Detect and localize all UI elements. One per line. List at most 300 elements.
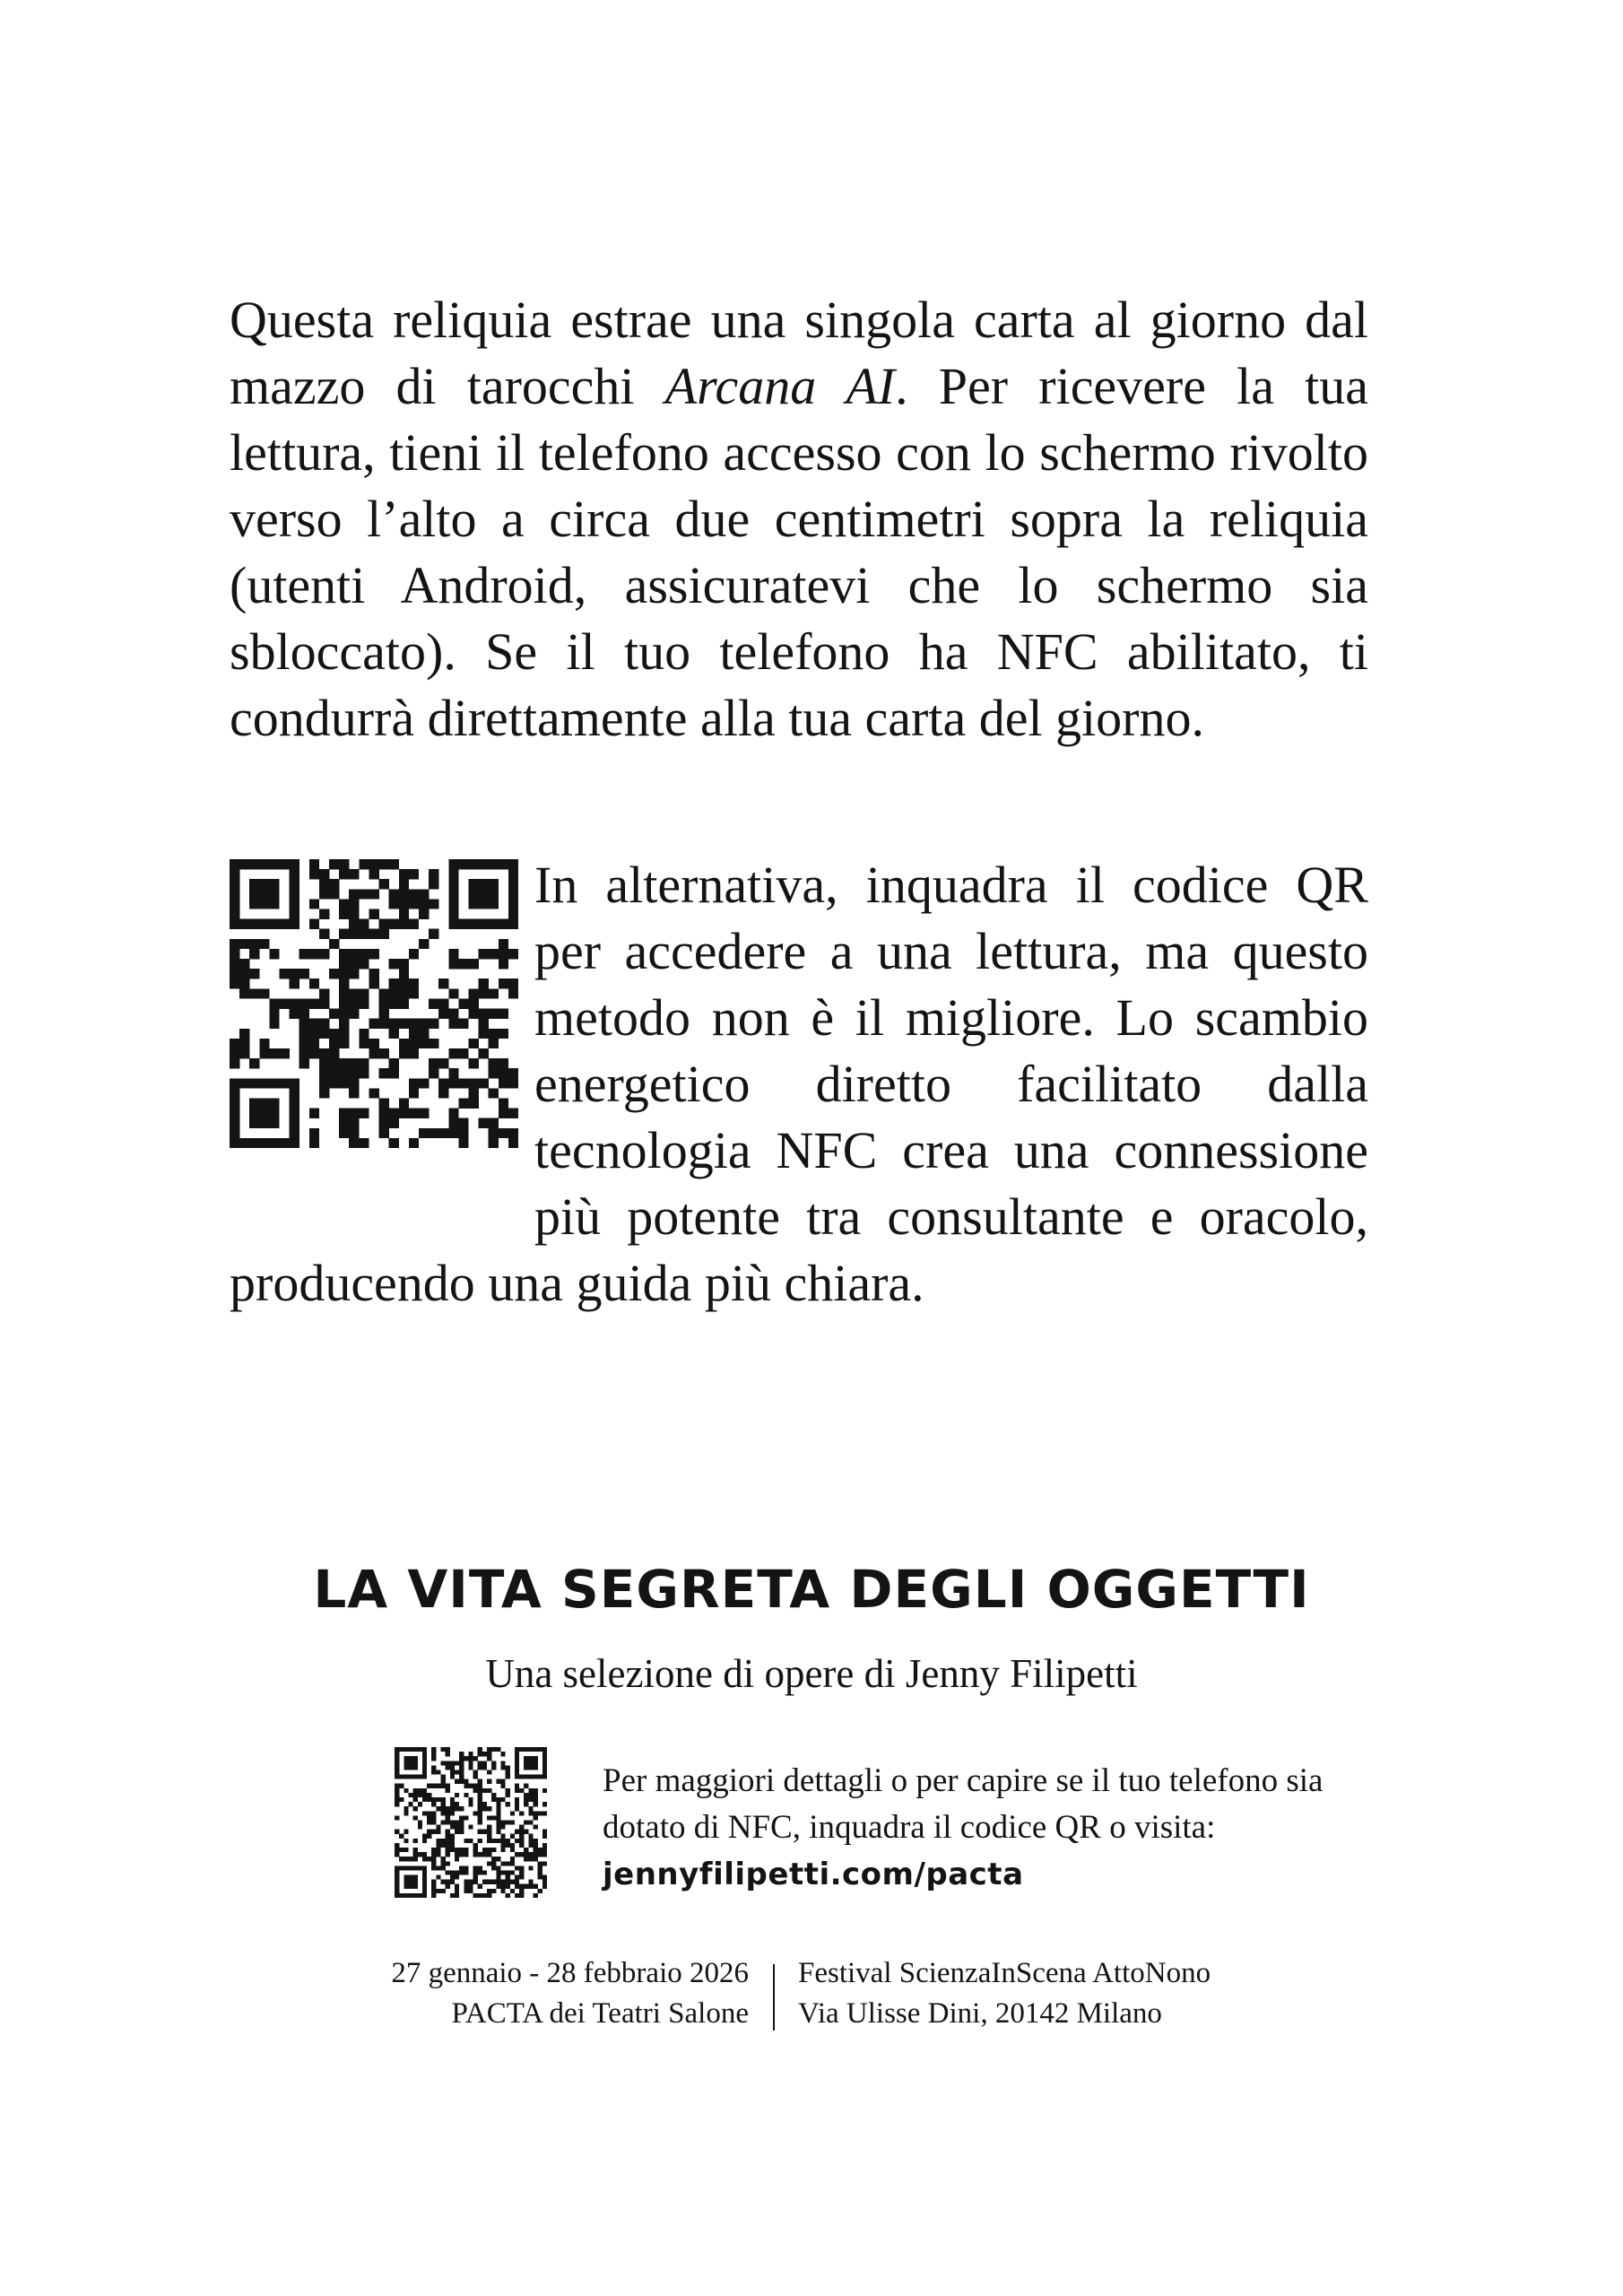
- qr-module: [230, 909, 239, 919]
- qr-module: [482, 1848, 487, 1852]
- qr-module: [515, 1830, 519, 1834]
- qr-module: [468, 889, 478, 899]
- qr-module: [419, 1039, 429, 1048]
- qr-module: [459, 1752, 464, 1756]
- qr-module: [473, 1880, 478, 1884]
- qr-module: [408, 1893, 412, 1898]
- qr-module: [280, 998, 290, 1008]
- qr-module: [489, 1009, 499, 1019]
- qr-module: [239, 988, 249, 998]
- qr-module: [339, 1068, 349, 1078]
- qr-module: [450, 1765, 455, 1770]
- qr-module: [491, 1857, 496, 1861]
- qr-module: [309, 1029, 319, 1039]
- qr-module: [491, 1866, 496, 1870]
- qr-module: [369, 1088, 378, 1098]
- qr-module: [468, 859, 478, 869]
- qr-module: [349, 1088, 359, 1098]
- qr-module: [249, 889, 259, 899]
- qr-module: [500, 1843, 505, 1848]
- qr-module: [319, 1019, 329, 1029]
- qr-module: [429, 1128, 438, 1138]
- qr-module: [508, 1128, 518, 1138]
- qr-module: [399, 998, 409, 1008]
- qr-module: [413, 1756, 418, 1761]
- qr-module: [408, 1793, 412, 1797]
- qr-module: [464, 1815, 468, 1820]
- qr-module: [506, 1793, 510, 1797]
- qr-module: [506, 1870, 510, 1874]
- qr-module: [478, 1806, 482, 1811]
- qr-module: [478, 1893, 482, 1898]
- qr-module: [429, 869, 438, 879]
- festival-address: Via Ulisse Dini, 20142 Milano: [798, 1997, 1162, 2030]
- qr-module: [542, 1830, 547, 1834]
- qr-module: [468, 899, 478, 909]
- qr-module: [369, 859, 378, 869]
- qr-module: [309, 1109, 319, 1118]
- qr-module: [418, 1747, 422, 1752]
- qr-module: [419, 899, 429, 909]
- qr-module: [534, 1825, 538, 1830]
- qr-module: [249, 1098, 259, 1108]
- qr-module: [496, 1839, 500, 1843]
- qr-module: [500, 1784, 505, 1788]
- qr-module: [519, 1839, 524, 1843]
- qr-module: [299, 1029, 309, 1039]
- qr-module: [528, 1852, 533, 1857]
- qr-module: [528, 1797, 533, 1802]
- qr-module: [446, 1870, 450, 1874]
- qr-module: [349, 988, 359, 998]
- qr-module: [515, 1893, 519, 1898]
- qr-module: [441, 1839, 446, 1843]
- qr-module: [339, 1019, 349, 1029]
- qr-module: [496, 1830, 500, 1834]
- qr-module: [359, 1138, 369, 1148]
- qr-module: [239, 919, 249, 929]
- qr-module: [299, 1009, 309, 1019]
- qr-module: [459, 1761, 464, 1765]
- qr-module: [534, 1839, 538, 1843]
- qr-module: [510, 1848, 515, 1852]
- qr-module: [489, 1118, 499, 1128]
- qr-module: [395, 1747, 399, 1752]
- qr-module: [534, 1765, 538, 1770]
- qr-module: [269, 1109, 279, 1118]
- qr-module: [473, 1866, 478, 1870]
- website-link[interactable]: jennyfilipetti.com/pacta: [603, 1857, 1024, 1892]
- qr-module: [515, 1761, 519, 1765]
- qr-module: [422, 1852, 427, 1857]
- qr-module: [487, 1815, 491, 1820]
- qr-module: [249, 1138, 259, 1148]
- qr-module: [431, 1815, 436, 1820]
- qr-module: [408, 1765, 412, 1770]
- qr-module: [269, 998, 279, 1008]
- qr-module: [389, 959, 399, 969]
- qr-module: [496, 1820, 500, 1824]
- qr-module: [431, 1884, 436, 1889]
- qr-module: [369, 889, 378, 899]
- qr-module: [500, 1880, 505, 1884]
- qr-module: [369, 969, 378, 978]
- qr-module: [473, 1811, 478, 1815]
- qr-module: [468, 919, 478, 929]
- qr-module: [458, 1078, 468, 1088]
- qr-module: [458, 959, 468, 969]
- qr-module: [438, 998, 448, 1008]
- qr-module: [519, 1747, 524, 1752]
- qr-module: [499, 1128, 508, 1138]
- qr-module: [436, 1830, 440, 1834]
- qr-module: [395, 1893, 399, 1898]
- qr-module: [534, 1852, 538, 1857]
- qr-module: [349, 1109, 359, 1118]
- qr-module: [369, 1048, 378, 1058]
- qr-module: [379, 1009, 389, 1019]
- qr-module: [399, 1775, 404, 1779]
- qr-module: [438, 1128, 448, 1138]
- qr-module: [249, 1058, 259, 1068]
- qr-module: [404, 1875, 408, 1880]
- qr-module: [450, 1770, 455, 1774]
- qr-module: [473, 1875, 478, 1880]
- qr-module: [528, 1839, 533, 1843]
- qr-module: [422, 1788, 427, 1793]
- qr-module: [395, 1875, 399, 1880]
- qr-module: [399, 899, 409, 909]
- qr-module: [478, 1884, 482, 1889]
- qr-module: [329, 1078, 339, 1088]
- qr-module: [478, 1779, 482, 1784]
- qr-module: [379, 859, 389, 869]
- qr-module: [491, 1797, 496, 1802]
- qr-module: [487, 1806, 491, 1811]
- qr-module: [446, 1765, 450, 1770]
- qr-module: [379, 929, 389, 939]
- qr-module: [419, 1078, 429, 1088]
- qr-module: [422, 1775, 427, 1779]
- qr-module: [441, 1889, 446, 1893]
- qr-module: [473, 1870, 478, 1874]
- qr-module: [413, 1880, 418, 1884]
- qr-module: [515, 1806, 519, 1811]
- qr-module: [418, 1893, 422, 1898]
- qr-module: [413, 1866, 418, 1870]
- qr-module: [450, 1834, 455, 1839]
- qr-module: [290, 1088, 299, 1098]
- qr-module: [422, 1770, 427, 1774]
- qr-module: [458, 1098, 468, 1108]
- qr-module: [259, 1138, 269, 1148]
- qr-module: [339, 859, 349, 869]
- qr-module: [422, 1839, 427, 1843]
- qr-code-small[interactable]: [395, 1747, 547, 1898]
- qr-module: [259, 1109, 269, 1118]
- qr-module: [479, 899, 489, 909]
- qr-module: [309, 859, 319, 869]
- qr-module: [458, 1118, 468, 1128]
- qr-module: [419, 1019, 429, 1029]
- qr-module: [468, 1765, 473, 1770]
- qr-module: [482, 1852, 487, 1857]
- qr-module: [538, 1848, 542, 1852]
- qr-module: [399, 1039, 409, 1048]
- qr-module: [478, 1784, 482, 1788]
- qr-module: [491, 1889, 496, 1893]
- qr-module: [339, 909, 349, 919]
- qr-module: [524, 1765, 528, 1770]
- qr-module: [239, 1078, 249, 1088]
- footer-festival-address: [798, 1953, 1211, 2034]
- qr-module: [422, 1857, 427, 1861]
- qr-module: [542, 1848, 547, 1852]
- qr-module: [468, 1839, 473, 1843]
- qr-module: [339, 949, 349, 959]
- qr-module: [230, 949, 239, 959]
- qr-module: [230, 1118, 239, 1128]
- qr-module: [409, 1039, 419, 1048]
- qr-module: [538, 1866, 542, 1870]
- qr-module: [413, 1852, 418, 1857]
- qr-module: [369, 869, 378, 879]
- qr-module: [431, 1893, 436, 1898]
- qr-module: [409, 1029, 419, 1039]
- qr-module: [413, 1839, 418, 1843]
- qr-module: [459, 1852, 464, 1857]
- qr-module: [491, 1880, 496, 1884]
- qr-module: [534, 1797, 538, 1802]
- qr-module: [319, 1088, 329, 1098]
- qr-module: [515, 1752, 519, 1756]
- qr-module: [458, 1048, 468, 1058]
- qr-module: [519, 1884, 524, 1889]
- qr-module: [413, 1793, 418, 1797]
- qr-module: [508, 1138, 518, 1148]
- qr-module: [446, 1830, 450, 1834]
- qr-module: [349, 929, 359, 939]
- qr-module: [479, 859, 489, 869]
- qr-module: [339, 1039, 349, 1048]
- qr-module: [359, 959, 369, 969]
- qr-module: [389, 978, 399, 988]
- qr-module: [510, 1820, 515, 1824]
- qr-module: [339, 1058, 349, 1068]
- qr-module: [538, 1852, 542, 1857]
- qr-module: [446, 1884, 450, 1889]
- qr-module: [436, 1806, 440, 1811]
- qr-module: [395, 1797, 399, 1802]
- qr-module: [422, 1884, 427, 1889]
- qr-module: [299, 969, 309, 978]
- qr-module: [280, 919, 290, 929]
- qr-module: [478, 1802, 482, 1806]
- qr-module: [399, 1893, 404, 1898]
- qr-module: [413, 1893, 418, 1898]
- qr-module: [515, 1770, 519, 1774]
- qr-module: [448, 1118, 458, 1128]
- qr-module: [448, 1048, 458, 1058]
- qr-module: [399, 869, 409, 879]
- qr-module: [500, 1765, 505, 1770]
- qr-module: [496, 1802, 500, 1806]
- qr-module: [515, 1880, 519, 1884]
- qr-module: [299, 1058, 309, 1068]
- qr-module: [319, 1048, 329, 1058]
- qr-module: [422, 1889, 427, 1893]
- qr-module: [389, 998, 399, 1008]
- qr-module: [499, 1098, 508, 1108]
- qr-module: [309, 1048, 319, 1058]
- qr-module: [441, 1797, 446, 1802]
- event-subtitle: Una selezione di opere di Jenny Filipetti: [485, 1651, 1138, 1696]
- qr-module: [230, 1039, 239, 1048]
- qr-module: [230, 889, 239, 899]
- qr-module: [259, 919, 269, 929]
- qr-module: [482, 1765, 487, 1770]
- qr-module: [482, 1806, 487, 1811]
- qr-module: [418, 1852, 422, 1857]
- qr-module: [464, 1870, 468, 1874]
- info-text-body: Per maggiori dettagli o per capire se il tuo telefono sia dotato di NFC, inquadra il codice QR o visita:: [603, 1762, 1324, 1846]
- qr-module: [468, 1802, 473, 1806]
- qr-module: [473, 1843, 478, 1848]
- qr-module: [519, 1893, 524, 1898]
- qr-module: [359, 1029, 369, 1039]
- qr-module: [339, 1118, 349, 1128]
- qr-module: [418, 1788, 422, 1793]
- qr-module: [339, 998, 349, 1008]
- qr-module: [431, 1802, 436, 1806]
- qr-module: [479, 978, 489, 988]
- qr-module: [499, 919, 508, 929]
- qr-module: [431, 1756, 436, 1761]
- qr-module: [542, 1765, 547, 1770]
- qr-module: [427, 1784, 431, 1788]
- qr-module: [455, 1770, 459, 1774]
- qr-module: [259, 1048, 269, 1058]
- qr-module: [230, 978, 239, 988]
- qr-module: [515, 1756, 519, 1761]
- qr-module: [230, 1109, 239, 1118]
- qr-module: [450, 1880, 455, 1884]
- qr-module: [448, 869, 458, 879]
- qr-module: [389, 1068, 399, 1078]
- qr-module: [422, 1870, 427, 1874]
- qr-module: [399, 879, 409, 889]
- qr-module: [359, 1058, 369, 1068]
- qr-module: [478, 1811, 482, 1815]
- qr-module: [534, 1815, 538, 1820]
- qr-module: [448, 1109, 458, 1118]
- qr-module: [508, 978, 518, 988]
- qr-module: [404, 1756, 408, 1761]
- qr-module: [359, 919, 369, 929]
- qr-module: [269, 1118, 279, 1128]
- qr-module: [506, 1802, 510, 1806]
- qr-module: [359, 859, 369, 869]
- qr-module: [489, 919, 499, 929]
- qr-module: [468, 1039, 478, 1048]
- qr-module: [395, 1802, 399, 1806]
- qr-module: [280, 1048, 290, 1058]
- qr-module: [479, 889, 489, 899]
- qr-module: [489, 1088, 499, 1098]
- qr-module: [489, 1039, 499, 1048]
- qr-module: [349, 969, 359, 978]
- qr-module: [519, 1843, 524, 1848]
- qr-module: [259, 879, 269, 889]
- qr-module: [487, 1788, 491, 1793]
- qr-module: [431, 1848, 436, 1852]
- qr-module: [448, 1009, 458, 1019]
- qr-module: [329, 879, 339, 889]
- qr-module: [455, 1857, 459, 1861]
- qr-module: [413, 1806, 418, 1811]
- qr-module: [290, 869, 299, 879]
- qr-module: [230, 1138, 239, 1148]
- qr-module: [446, 1747, 450, 1752]
- qr-module: [524, 1761, 528, 1765]
- qr-module: [459, 1756, 464, 1761]
- qr-module: [329, 1039, 339, 1048]
- qr-module: [399, 959, 409, 969]
- qr-module: [487, 1752, 491, 1756]
- qr-module: [339, 1009, 349, 1019]
- qr-module: [329, 1009, 339, 1019]
- qr-module: [290, 1118, 299, 1128]
- qr-module: [399, 1109, 409, 1118]
- qr-module: [399, 969, 409, 978]
- qr-module: [249, 1109, 259, 1118]
- qr-module: [269, 1078, 279, 1088]
- qr-module: [510, 1843, 515, 1848]
- qr-module: [515, 1747, 519, 1752]
- qr-module: [489, 949, 499, 959]
- qr-module: [482, 1788, 487, 1793]
- qr-module: [446, 1843, 450, 1848]
- qr-module: [309, 1128, 319, 1138]
- qr-module: [419, 909, 429, 919]
- qr-module: [510, 1811, 515, 1815]
- qr-module: [450, 1848, 455, 1852]
- qr-module: [487, 1893, 491, 1898]
- qr-module: [448, 1019, 458, 1029]
- qr-module: [489, 859, 499, 869]
- qr-module: [542, 1875, 547, 1880]
- qr-module: [436, 1825, 440, 1830]
- qr-module: [319, 1029, 329, 1039]
- qr-module: [455, 1889, 459, 1893]
- qr-module: [542, 1802, 547, 1806]
- qr-module: [450, 1797, 455, 1802]
- qr-module: [259, 859, 269, 869]
- qr-code-large[interactable]: [230, 852, 534, 1186]
- qr-module: [438, 978, 448, 988]
- qr-module: [419, 939, 429, 949]
- qr-module: [500, 1761, 505, 1765]
- qr-module: [538, 1875, 542, 1880]
- qr-module: [534, 1848, 538, 1852]
- qr-module: [542, 1843, 547, 1848]
- qr-module: [431, 1765, 436, 1770]
- qr-module: [329, 1058, 339, 1068]
- qr-module: [459, 1765, 464, 1770]
- qr-module: [359, 988, 369, 998]
- qr-module: [459, 1779, 464, 1784]
- qr-module: [431, 1752, 436, 1756]
